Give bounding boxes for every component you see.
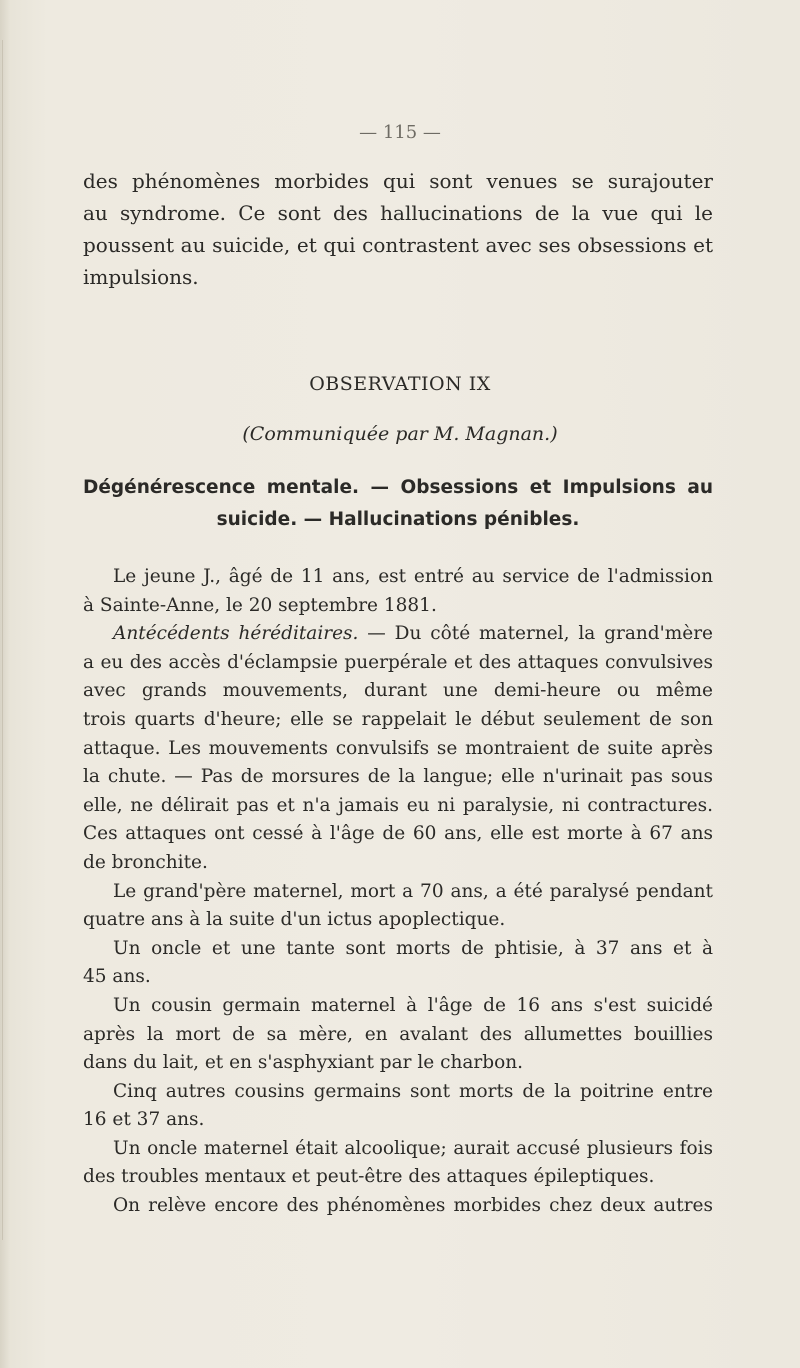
page-edge-line xyxy=(2,40,3,1240)
text-line: elle, ne délirait pas et n'a jamais eu ni paralysie, ni contractures. xyxy=(83,794,713,816)
antecedents-first-line xyxy=(83,620,713,649)
text-line: On relève encore des phénomènes morbides chez deux autres xyxy=(113,1195,713,1217)
observation-heading xyxy=(83,472,713,536)
text-line: attaque. Les mouvements convulsifs se montraient de suite après xyxy=(83,737,713,759)
text-line: de bronchite. xyxy=(83,851,208,873)
antecedents-text: — Du côté maternel, la grand'mère xyxy=(358,623,713,645)
text-line: Un oncle maternel était alcoolique; aurait accusé plusieurs fois xyxy=(113,1137,713,1159)
text-line: quatre ans à la suite d'un ictus apoplectique. xyxy=(83,909,506,931)
text-line: à Sainte-Anne, le 20 septembre 1881. xyxy=(83,594,437,616)
antecedents-label: Antécédents héréditaires. xyxy=(113,623,359,645)
text-line: Cinq autres cousins germains sont morts de la poitrine entre xyxy=(113,1080,713,1102)
heading-line: suicide. — Hallucinations pénibles. xyxy=(216,509,580,530)
text-line: trois quarts d'heure; elle se rappelait le début seulement de son xyxy=(83,708,713,730)
text-line: des phénomènes morbides qui sont venues se surajouter xyxy=(83,169,713,193)
observation-attribution: (Communiquée par M. Magnan.) xyxy=(242,423,558,445)
observation-body xyxy=(83,563,713,1221)
text-line: Le jeune J., âgé de 11 ans, est entré au service de l'admission xyxy=(113,566,713,587)
text-line: a eu des accès d'éclampsie puerpérale et des attaques convulsives xyxy=(83,651,713,673)
text-line: dans du lait, et en s'asphyxiant par le charbon. xyxy=(83,1052,524,1074)
text-line: Le grand'père maternel, mort a 70 ans, a été paralysé pendant xyxy=(113,880,713,902)
text-line: Un oncle et une tante sont morts de phtisie, à 37 ans et à xyxy=(113,937,713,959)
intro-paragraph xyxy=(83,165,713,293)
page-number: — 115 — xyxy=(359,122,441,143)
text-line: la chute. — Pas de morsures de la langue; elle n'urinait pas sous xyxy=(83,766,713,788)
text-line: Un cousin germain maternel à l'âge de 16 ans s'est suicidé xyxy=(113,994,713,1016)
observation-title: OBSERVATION IX xyxy=(309,373,491,395)
text-line: au syndrome. Ce sont des hallucinations de la vue qui le xyxy=(83,201,713,225)
text-line: Ces attaques ont cessé à l'âge de 60 ans, elle est morte à 67 ans xyxy=(83,823,713,845)
heading-line: Dégénérescence mentale. — Obsessions et Impulsions au xyxy=(83,477,713,498)
text-line: avec grands mouvements, durant une demi-heure ou même xyxy=(83,680,713,702)
text-line: après la mort de sa mère, en avalant des allumettes bouillies xyxy=(83,1023,713,1045)
text-line: 45 ans. xyxy=(83,966,151,988)
text-line: poussent au suicide, et qui contrastent avec ses obsessions et xyxy=(83,233,713,257)
text-line: des troubles mentaux et peut-être des attaques épileptiques. xyxy=(83,1166,655,1188)
text-line: 16 et 37 ans. xyxy=(83,1109,205,1131)
text-line: impulsions. xyxy=(83,265,199,289)
